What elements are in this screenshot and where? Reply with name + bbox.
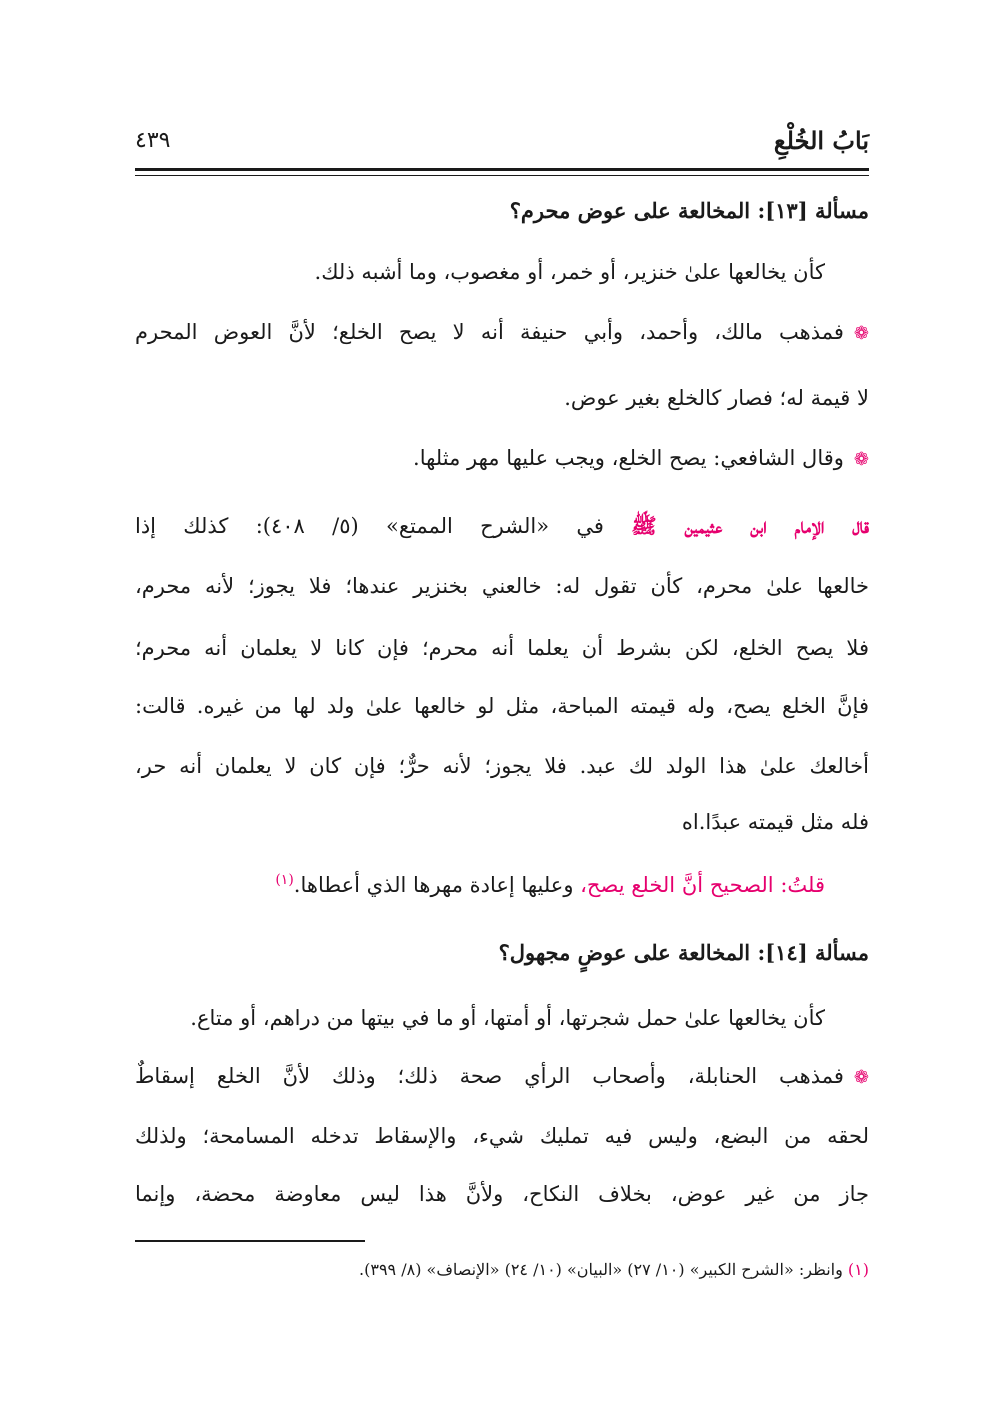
section-14-example: كأن يخالعها علىٰ حمل شجرتها، أو أمتها، أو ما في بيتها من دراهم، أو متاع. (190, 1006, 825, 1030)
conclusion (135, 850, 869, 915)
header-rule-thin (135, 175, 869, 176)
footnote-marker[interactable]: (١) (275, 872, 294, 888)
quote-line-4: فإنَّ الخلع يصح، وله قيمته المباحة، مثل لو خالعها علىٰ ولد لها من غيره. قالت: (135, 694, 869, 718)
quote-line-2: خالعها علىٰ محرم، كأن تقول له: خالعني بخنزير عندها؛ فلا يجوز؛ لأنه محرم، (135, 574, 869, 598)
footnote (359, 1260, 869, 1279)
footnote-rule (135, 1240, 365, 1242)
section-14-heading (135, 938, 869, 968)
flower-bullet-icon: ❁ (853, 323, 869, 344)
footnote-text: وانظر: «الشرح الكبير» (١٠/ ٢٧) «البيان» (١٠/ ٢٤) «الإنصاف» (٨/ ٣٩٩). (359, 1260, 843, 1279)
running-title: بَابُ الخُلْعِ (773, 126, 869, 155)
quote-line-3: فلا يصح الخلع، لكن بشرط أن يعلما أنه محرم؛ فإن كانا لا يعلمان أنه محرم؛ (135, 636, 869, 660)
conclusion-rest: وعليها إعادة مهرها الذي أعطاها. (293, 873, 581, 897)
section-13-bullet-2: ❁وقال الشافعي: يصح الخلع، ويجب عليها مهر مثلها. (413, 446, 869, 470)
flower-bullet-icon: ❁ (853, 1067, 869, 1088)
section-14-bullet-1-line-2: لحقه من البضع، وليس فيه تمليك شيء، والإسقاط تدخله المسامحة؛ ولذلك (135, 1124, 869, 1148)
section-13-example: كأن يخالعها علىٰ خنزير، أو خمر، أو مغصوب، وما أشبه ذلك. (314, 260, 825, 284)
quote-line-1 (135, 496, 869, 556)
section-14-label: مسألة [١٤]: (757, 940, 869, 965)
page-header (135, 126, 869, 166)
flower-bullet-icon: ❁ (853, 449, 869, 470)
section-14-bullet-1-line-1: ❁فمذهب الحنابلة، وأصحاب الرأي صحة ذلك؛ وذلك لأنَّ الخلع إسقاطٌ (135, 1064, 869, 1088)
footnote-number: (١) (847, 1260, 869, 1279)
section-13-bullet-1-line-1: ❁فمذهب مالك، وأحمد، وأبي حنيفة أنه لا يصح الخلع؛ لأنَّ العوض المحرم (135, 320, 869, 344)
header-rule-thick (135, 168, 869, 171)
quote-line-5: أخالعك علىٰ هذا الولد لك عبد. فلا يجوز؛ لأنه حرٌّ؛ فإن كان لا يعلمان أنه حر، (135, 754, 869, 778)
quote-speaker: قال الإمام ابن عثيمين ﷺ (631, 513, 869, 538)
page-number: ٤٣٩ (135, 128, 171, 153)
section-13-bullet-1-line-2: لا قيمة له؛ فصار كالخلع بغير عوض. (564, 386, 869, 410)
quote-line-6: فله مثل قيمته عبدًا.اه (681, 810, 869, 834)
section-14-title: المخالعة على عوضٍ مجهول؟ (498, 940, 751, 965)
section-13-label: مسألة [١٣]: (757, 198, 869, 223)
section-14-bullet-1-line-3: جاز من غير عوض، بخلاف النكاح، ولأنَّ هذا ليس معاوضة محضة، وإنما (135, 1182, 869, 1206)
quote-line-1-rest: في «الشرح الممتع» (٥/ ٤٠٨): كذلك إذا (135, 514, 604, 538)
section-13-title: المخالعة على عوض محرم؟ (509, 198, 751, 223)
conclusion-lead: قلتُ: الصحيح أنَّ الخلع يصح، (580, 873, 825, 897)
section-13-heading (135, 196, 869, 226)
book-page (135, 0, 869, 1418)
